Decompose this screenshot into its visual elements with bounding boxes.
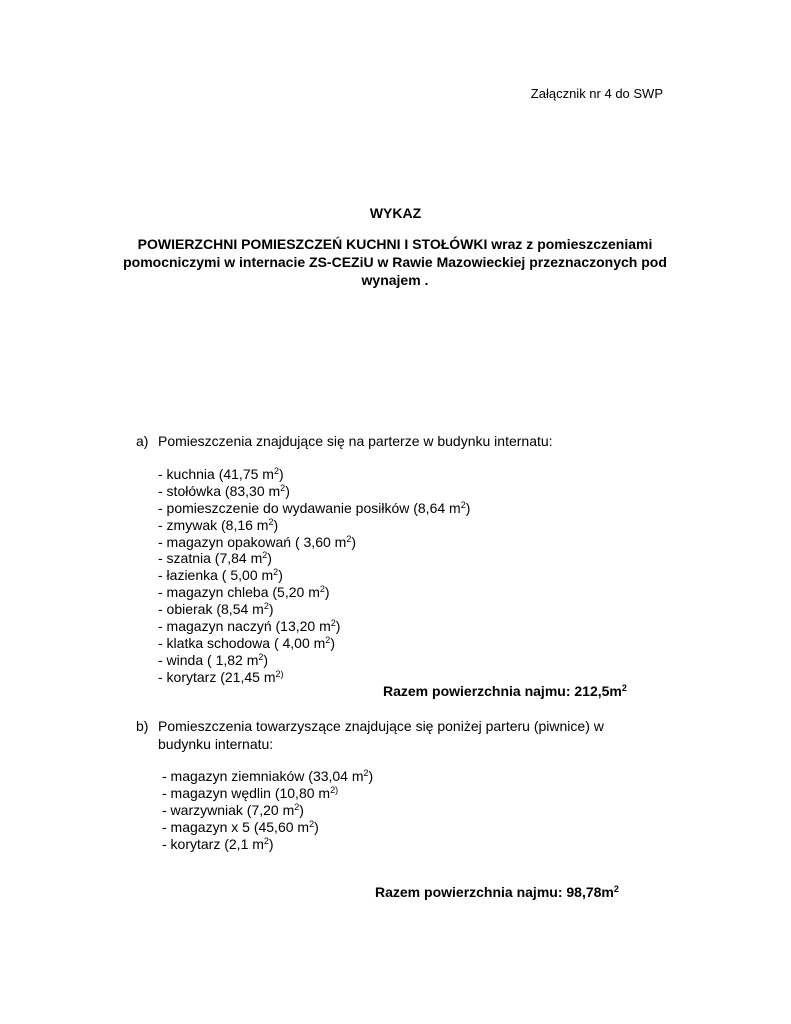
closing-parenthesis: ): [285, 482, 290, 499]
closing-parenthesis: ): [465, 499, 471, 516]
room-list-item: [158, 517, 470, 534]
closing-parenthesis: ): [299, 801, 304, 818]
room-name-area: - magazyn naczyń (13,20 m: [158, 618, 331, 635]
section-a-total: [383, 683, 627, 699]
closing-parenthesis: ): [278, 567, 283, 584]
section-b-room-list: [162, 768, 373, 852]
area-unit-exponent: 2: [262, 550, 268, 561]
document-subtitle: POWIERZCHNI POMIESZCZEŃ KUCHNI I STOŁÓWKI wraz z pomieszczeniami pomocniczymi w internacie ZS-CEZiU w Rawie Mazowieckiej przeznaczonych pod wynajem .: [123, 236, 667, 288]
room-list-item: [158, 584, 470, 601]
area-unit-exponent: 2: [258, 651, 264, 662]
area-unit-exponent: 2: [346, 533, 352, 544]
area-unit-exponent: 2: [280, 482, 286, 493]
room-list-item: [158, 652, 470, 669]
area-unit-exponent: 2): [275, 668, 284, 679]
room-name-area: - korytarz (21,45 m: [158, 668, 276, 685]
section-b-total: [375, 884, 619, 900]
room-name-area: - magazyn wędlin (10,80 m: [162, 784, 331, 801]
room-name-area: - warzywniak (7,20 m: [162, 801, 295, 818]
room-name-area: - magazyn ziemniaków (33,04 m: [162, 768, 364, 784]
closing-parenthesis: ): [335, 618, 341, 635]
room-list-item: [158, 567, 470, 584]
room-name-area: - stołówka (83,30 m: [158, 482, 281, 499]
closing-parenthesis: ): [267, 550, 272, 567]
room-name-area: - klatka schodowa ( 4,00 m: [158, 634, 326, 651]
section-b-total-label: Razem powierzchnia najmu: 98,78m: [375, 884, 614, 900]
section-b-heading-text: Pomieszczenia towarzyszące znajdujące się poniżej parteru (piwnice) w budynku internatu:: [158, 718, 604, 752]
room-list-item: [158, 550, 470, 567]
section-a-letter: a): [136, 433, 149, 449]
room-name-area: - korytarz (2,1 m: [162, 835, 264, 852]
room-list-item: [158, 483, 470, 500]
room-list-item: [162, 768, 373, 785]
room-name-area: - kuchnia (41,75 m: [158, 466, 274, 482]
closing-parenthesis: ): [278, 466, 284, 482]
area-unit-exponent: 2: [325, 634, 331, 645]
area-unit-exponent: 2: [330, 618, 336, 629]
room-list-item: [158, 601, 470, 618]
area-unit-exponent: 2: [294, 801, 300, 812]
area-unit-exponent: 2: [273, 466, 279, 476]
area-unit-exponent: 2: [263, 601, 269, 612]
closing-parenthesis: ): [268, 601, 274, 618]
section-b-heading: [136, 717, 656, 753]
closing-parenthesis: ): [368, 768, 374, 784]
area-unit-exponent: 2: [460, 499, 466, 510]
area-unit-exponent: 2: [309, 818, 315, 829]
section-a-heading: [136, 432, 656, 450]
section-a-heading-text: Pomieszczenia znajdujące się na parterze w budynku internatu:: [158, 433, 553, 449]
room-name-area: - łazienka ( 5,00 m: [158, 567, 274, 584]
section-a-total-unit-exponent: 2: [621, 683, 627, 693]
room-list-item: [162, 802, 373, 819]
room-list-item: [158, 635, 470, 652]
room-list-item: [158, 534, 470, 551]
section-b-letter: b): [136, 718, 149, 734]
section-a-total-label: Razem powierzchnia najmu: 212,5m: [383, 683, 622, 699]
area-unit-exponent: 2: [319, 584, 325, 595]
area-unit-exponent: 2): [330, 784, 339, 795]
room-list-item: [162, 819, 373, 836]
room-list-item: [162, 836, 373, 853]
closing-parenthesis: ): [273, 516, 279, 533]
room-name-area: - szatnia (7,84 m: [158, 550, 263, 567]
room-name-area: - magazyn opakowań ( 3,60 m: [158, 533, 347, 550]
room-name-area: - zmywak (8,16 m: [158, 516, 269, 533]
closing-parenthesis: ): [268, 835, 274, 852]
closing-parenthesis: ): [351, 533, 357, 550]
room-list-item: [158, 500, 470, 517]
section-b-total-unit-exponent: 2: [613, 884, 619, 894]
closing-parenthesis: ): [330, 634, 335, 651]
room-list-item: [162, 785, 373, 802]
area-unit-exponent: 2: [273, 567, 279, 578]
document-title: WYKAZ: [369, 205, 422, 221]
area-unit-exponent: 2: [268, 516, 274, 527]
annex-reference: Załącznik nr 4 do SWP: [530, 86, 663, 101]
room-list-item: [158, 618, 470, 635]
room-name-area: - magazyn x 5 (45,60 m: [162, 818, 310, 835]
area-unit-exponent: 2: [263, 835, 269, 846]
room-name-area: - pomieszczenie do wydawanie posiłków (8,64 m: [158, 499, 461, 516]
closing-parenthesis: ): [314, 818, 319, 835]
area-unit-exponent: 2: [363, 768, 369, 778]
closing-parenthesis: ): [263, 651, 269, 668]
room-name-area: - magazyn chleba (5,20 m: [158, 584, 320, 601]
closing-parenthesis: ): [324, 584, 330, 601]
room-list-item: [158, 466, 470, 483]
room-name-area: - winda ( 1,82 m: [158, 651, 259, 668]
section-a-room-list: [158, 466, 470, 686]
room-name-area: - obierak (8,54 m: [158, 601, 264, 618]
